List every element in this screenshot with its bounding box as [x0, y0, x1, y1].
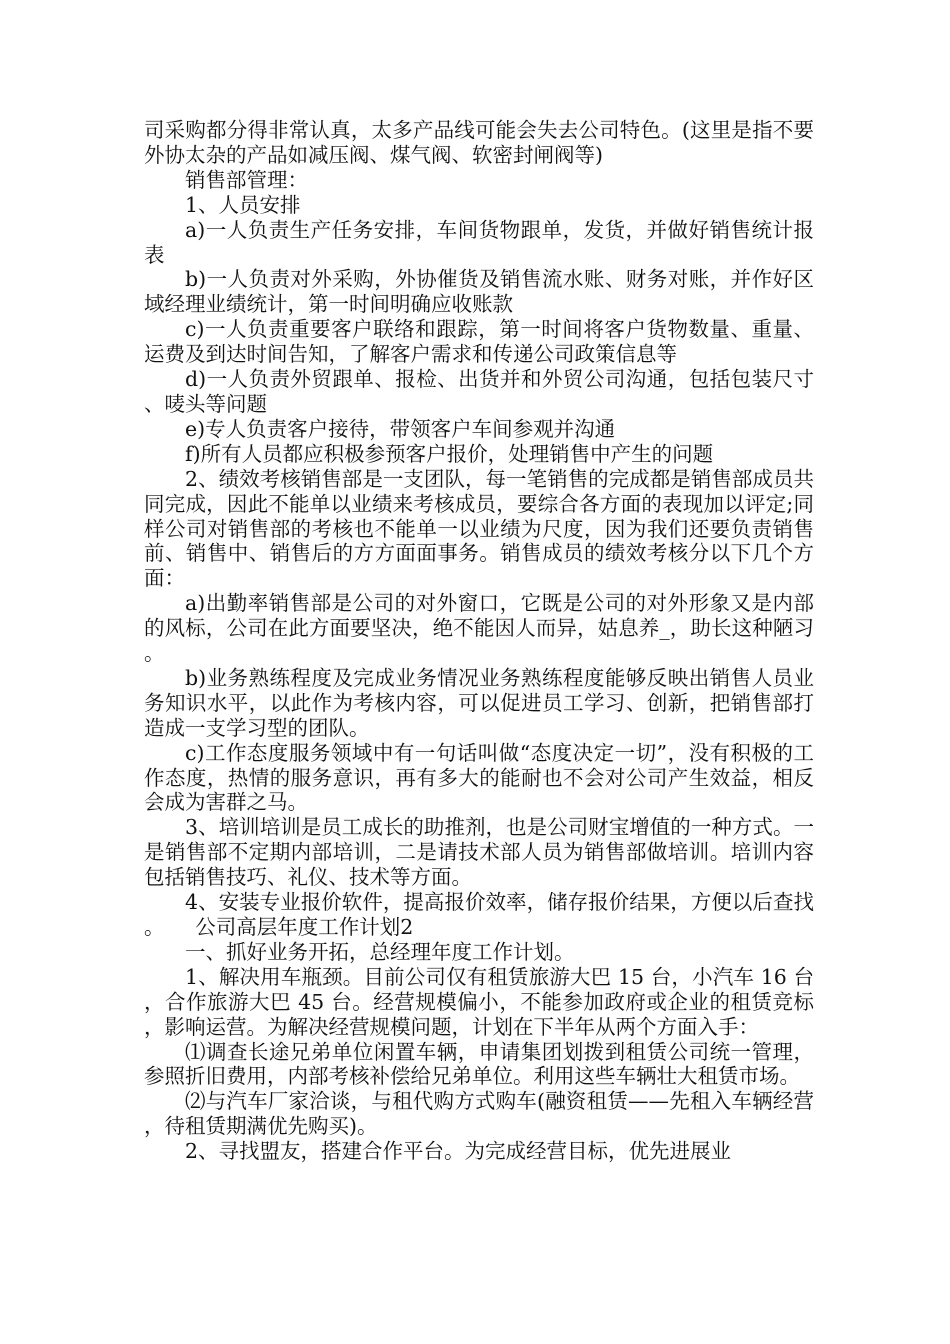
- list-item: b)一人负责对外采购，外协催货及销售流水账、财务对账，并作好区域经理业绩统计，第一时间明确应收账款: [144, 267, 814, 317]
- list-item: b)业务熟练程度及完成业务情况业务熟练程度能够反映出销售人员业务知识水平，以此作为考核内容，可以促进员工学习、创新，把销售部打造成一支学习型的团队。: [144, 665, 814, 740]
- list-item: c)一人负责重要客户联络和跟踪，第一时间将客户货物数量、重量、运费及到达时间告知，了解客户需求和传递公司政策信息等: [144, 317, 814, 367]
- list-item: f)所有人员都应积极参预客户报价，处理销售中产生的问题: [185, 441, 714, 466]
- list-item: c)工作态度服务领域中有一句话叫做“态度决定一切”，没有积极的工作态度，热情的服务意识，再有多大的能耐也不会对公司产生效益，相反会成为害群之马。: [144, 740, 814, 815]
- list-item: ⑴调查长途兄弟单位闲置车辆，申请集团划拨到租赁公司统一管理，参照折旧费用，内部考核补偿给兄弟单位。利用这些车辆壮大租赁市场。: [144, 1039, 814, 1089]
- paragraph: 1、解决用车瓶颈。目前公司仅有租赁旅游大巴 15 台，小汽车 16 台，合作旅游大巴 45 台。经营规模偏小，不能参加政府或企业的租赁竞标，影响运营。为解决经营规模问题，计划在下半年从两个方面入手：: [144, 964, 814, 1039]
- paragraph-text: 4、安装专业报价软件，提高报价效率，储存报价结果，方便以后查找。: [144, 890, 814, 939]
- document-body: [144, 118, 814, 1164]
- paragraph: 2、绩效考核销售部是一支团队，每一笔销售的完成都是销售部成员共同完成，因此不能单以业绩来考核成员，要综合各方面的表现加以评定;同样公司对销售部的考核也不能单一以业绩为尺度，因为我们还要负责销售前、销售中、销售后的方方面面事务。销售成员的绩效考核分以下几个方面：: [144, 466, 814, 591]
- paragraph: 2、寻找盟友，搭建合作平台。为完成经营目标，优先进展业: [185, 1139, 732, 1164]
- paragraph: 3、培训培训是员工成长的助推剂，也是公司财宝增值的一种方式。一是销售部不定期内部培训，二是请技术部人员为销售部做培训。培训内容包括销售技巧、礼仪、技术等方面。: [144, 815, 814, 890]
- document-heading: 公司高层年度工作计划2: [195, 915, 414, 939]
- paragraph: [144, 890, 814, 940]
- list-item: d)一人负责外贸跟单、报检、出货并和外贸公司沟通，包括包装尺寸、唛头等问题: [144, 367, 814, 416]
- section-heading: 一、抓好业务开拓，总经理年度工作计划。: [185, 939, 575, 964]
- section-heading: 销售部管理：: [185, 167, 308, 192]
- list-item: a)出勤率销售部是公司的对外窗口，它既是公司的对外形象又是内部的风标，公司在此方面要坚决，绝不能因人而异，姑息养_，助长这种陋习。: [144, 591, 814, 666]
- paragraph: 司采购都分得非常认真，太多产品线可能会失去公司特色。(这里是指不要外协太杂的产品如减压阀、煤气阀、软密封闸阀等): [144, 118, 814, 167]
- list-item: a)一人负责生产任务安排，车间货物跟单，发货，并做好销售统计报表: [144, 217, 814, 267]
- list-item: e)专人负责客户接待，带领客户车间参观并沟通: [185, 416, 616, 441]
- list-item: ⑵与汽车厂家洽谈，与租代购方式购车(融资租赁——先租入车辆经营，待租赁期满优先购买)。: [144, 1089, 814, 1139]
- subsection-heading: 1、人员安排: [185, 192, 301, 217]
